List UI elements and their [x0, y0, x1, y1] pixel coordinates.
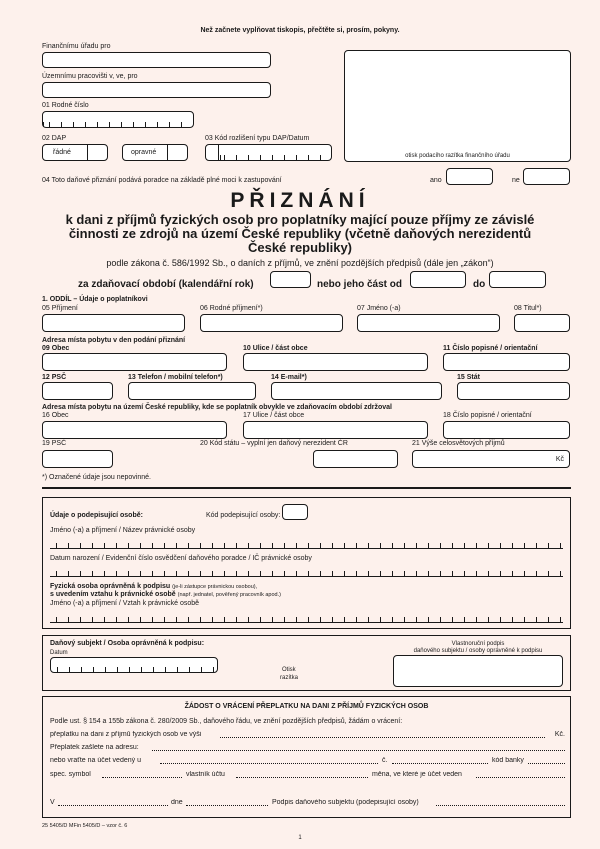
ulice2-label: 17 Ulice / část obce — [243, 412, 305, 419]
dap-radne-box[interactable] — [42, 144, 108, 161]
razitko-box — [344, 50, 571, 162]
kod-rozliseni-label: 03 Kód rozlišení typu DAP/Datum — [205, 135, 310, 142]
refund-datum-dots — [186, 799, 268, 806]
header-note: Než začnete vyplňovat tiskopis, přečtěte si, prosím, pokyny. — [200, 27, 400, 34]
page-title: PŘIZNÁNÍ — [230, 189, 370, 212]
subject-datum-input[interactable] — [50, 657, 218, 673]
period-label: za zdaňovací období (kalendářní rok) — [78, 279, 254, 290]
refund-preplatek-label: přeplatku na dani z příjmů fyzických osob ve výši — [50, 731, 202, 738]
obec-label: 09 Obec — [42, 345, 70, 352]
ulice2-input[interactable] — [243, 421, 428, 439]
refund-preplatek-row[interactable] — [50, 731, 565, 739]
refund-kod-dots — [528, 757, 565, 764]
telefon-input[interactable] — [128, 382, 256, 400]
refund-c-label: č. — [382, 757, 388, 764]
page-number: 1 — [298, 835, 302, 841]
subject-datum-ticks — [51, 667, 217, 672]
datum-ticks — [218, 155, 330, 160]
refund-kod-banky-label: kód banky — [492, 757, 524, 764]
podpis-box[interactable] — [393, 655, 563, 687]
radne-label: řádné — [53, 149, 71, 156]
vztah-note: (např. jednatel, pověřený pracovník apod.) — [177, 592, 281, 598]
poradce-label: 04 Toto daňové přiznání podává poradce na základě plné moci k zastupování — [42, 177, 282, 184]
jmeno-label: 07 Jméno (-a) — [357, 305, 401, 312]
ulice-input[interactable] — [243, 353, 428, 371]
jmeno-input[interactable] — [357, 314, 500, 332]
otisk-label: Otisk — [282, 667, 296, 673]
psc2-label: 19 PSČ — [42, 440, 67, 447]
jmeno-vztah-ticks — [50, 617, 563, 622]
part-from-label: nebo jeho část od — [317, 279, 403, 290]
jmeno-vztah-line[interactable] — [50, 622, 563, 623]
cislo2-label: 18 Číslo popisné / orientační — [443, 412, 532, 419]
refund-preplatek-kc: Kč. — [554, 731, 565, 738]
refund-banka-dots — [160, 757, 378, 764]
uzemni-pracoviste-label: Územnímu pracovišti v, ve, pro — [42, 73, 138, 80]
obec-input[interactable] — [42, 353, 227, 371]
section1-heading: 1. ODDÍL – Údaje o poplatníkovi — [42, 296, 148, 303]
signatory-jmeno-ticks — [50, 543, 563, 548]
ne-input[interactable] — [523, 168, 570, 185]
title-line-1: k dani z příjmů fyzických osob pro poplatníky mající pouze příjmy ze závislé — [65, 212, 535, 227]
financni-urad-input[interactable] — [42, 52, 271, 68]
cislo-popisne-input[interactable] — [443, 353, 570, 371]
rodne-cislo-label: 01 Rodné číslo — [42, 102, 89, 109]
ne-label: ne — [512, 177, 520, 184]
podpis-label-1: Vlastnoruční podpis — [451, 641, 505, 647]
vztah-label: s uvedením vztahu k právnické osobě — [50, 591, 176, 598]
refund-preplatek-dots — [220, 731, 545, 738]
psc-input[interactable] — [42, 382, 113, 400]
kod-statu-input[interactable] — [313, 450, 398, 468]
refund-symbol-label: spec. symbol — [50, 771, 91, 778]
titul-label: 08 Titul*) — [514, 305, 542, 312]
signatory-jmeno-label: Jméno (-a) a příjmení / Název právnické osoby — [50, 527, 196, 534]
psc2-input[interactable] — [42, 450, 113, 468]
refund-symbol-dots — [102, 771, 182, 778]
signatory-kod-input[interactable] — [282, 504, 308, 520]
refund-v-label: V — [50, 799, 55, 806]
jmeno-vztah-label: Jméno (-a) a příjmení / Vztah k právnické osobě — [50, 600, 200, 607]
ano-input[interactable] — [446, 168, 493, 185]
title-law: podle zákona č. 586/1992 Sb., o daních z příjmů, ve znění pozdějších předpisů (dále jen „zákon“) — [106, 258, 494, 268]
dap-opravne-box[interactable] — [122, 144, 188, 161]
refund-adresa-row[interactable] — [50, 744, 565, 752]
refund-ucet-label: nebo vraťte na účet vedený u — [50, 757, 141, 764]
signatory-kod-label: Kód podepisující osoby: — [206, 512, 281, 519]
fyzicka-osoba-label: Fyzická osoba oprávněná k podpisu — [50, 583, 171, 590]
rodne-prijmeni-label: 06 Rodné příjmení*) — [200, 305, 263, 312]
kod-rozliseni-input[interactable] — [205, 144, 332, 161]
signatory-datum-line[interactable] — [50, 576, 563, 577]
podpis-label-2: daňového subjektu / osoby oprávněné k podpisu — [413, 648, 543, 654]
refund-misto-dots — [58, 799, 168, 806]
subject-heading: Daňový subjekt / Osoba oprávněná k podpisu: — [50, 640, 205, 647]
period-input[interactable] — [270, 271, 311, 288]
stat-input[interactable] — [457, 382, 570, 400]
refund-podpis-row[interactable] — [50, 799, 565, 807]
vyse-label: 21 Výše celosvětových příjmů — [412, 440, 505, 447]
cislo2-input[interactable] — [443, 421, 570, 439]
refund-zaslete-label: Přeplatek zašlete na adresu: — [50, 744, 139, 751]
title-line-3: České republiky) — [247, 240, 353, 255]
section-divider — [42, 487, 571, 489]
email-label: 14 E-mail*) — [271, 374, 307, 381]
signatory-jmeno-line[interactable] — [50, 548, 563, 549]
fyzicka-osoba-note: (je-li zástupce právnickou osobou), — [172, 584, 258, 590]
rodne-prijmeni-input[interactable] — [200, 314, 343, 332]
refund-mena-label: měna, ve které je účet veden — [372, 771, 462, 778]
stat-label: 15 Stát — [457, 374, 480, 381]
rodne-cislo-input[interactable] — [42, 111, 194, 128]
refund-podpis-label: Podpis daňového subjektu (podepisující osoby) — [272, 799, 419, 806]
subject-datum-label: Datum — [50, 650, 68, 656]
razitko-label: otisk podacího razítka finančního úřadu — [405, 153, 510, 159]
refund-vlastnik-label: vlastník účtu — [186, 771, 225, 778]
titul-input[interactable] — [514, 314, 570, 332]
adresa-heading: Adresa místa pobytu v den podání přiznání — [42, 337, 186, 344]
opravne-label: opravné — [131, 149, 157, 156]
psc-label: 12 PSČ — [42, 374, 67, 381]
ulice-label: 10 Ulice / část obce — [243, 345, 308, 352]
optional-note: *) Označené údaje jsou nepovinné. — [42, 474, 151, 481]
refund-vlastnik-dots — [236, 771, 368, 778]
footer-code: 25 5405/D MFin 5405/D – vzor č. 6 — [42, 823, 128, 829]
title-line-2: činnosti ze zdrojů na území České republiky (včetně daňových nerezidentů — [68, 226, 532, 241]
refund-intro: Podle ust. § 154 a 155b zákona č. 280/2009 Sb., daňového řádu, ve znění pozdějších předpisů, žádám o vrácení: — [50, 718, 403, 725]
uzemni-pracoviste-input[interactable] — [42, 82, 271, 98]
adresa-cr-heading: Adresa místa pobytu na území České republiky, kde se poplatník obvykle ve zdaňovacím období zdržoval — [42, 404, 392, 411]
kod-statu-label: 20 Kód státu – vyplní jen daňový nerezident ČR — [200, 440, 348, 447]
obec2-label: 16 Obec — [42, 412, 69, 419]
to-input[interactable] — [489, 271, 546, 288]
obec2-input[interactable] — [42, 421, 227, 439]
signatory-heading: Údaje o podepisující osobě: — [50, 512, 143, 519]
ano-label: ano — [430, 177, 442, 184]
refund-heading: ŽÁDOST O VRÁCENÍ PŘEPLATKU NA DANI Z PŘÍJMŮ FYZICKÝCH OSOB — [184, 703, 429, 710]
vyse-kc: Kč — [555, 456, 564, 463]
vyse-input[interactable] — [412, 450, 570, 468]
financni-urad-label: Finančnímu úřadu pro — [42, 43, 111, 50]
prijmeni-input[interactable] — [42, 314, 185, 332]
email-input[interactable] — [271, 382, 442, 400]
refund-podpis-dots — [436, 799, 565, 806]
telefon-label: 13 Telefon / mobilní telefon*) — [128, 374, 223, 381]
refund-symbol-row[interactable] — [50, 771, 565, 779]
refund-dne-label: dne — [171, 799, 183, 806]
refund-cislo-dots — [392, 757, 488, 764]
cislo-popisne-label: 11 Číslo popisné / orientační — [443, 345, 538, 352]
signatory-datum-ticks — [50, 571, 563, 576]
dap-label: 02 DAP — [42, 135, 67, 142]
rodne-cislo-ticks — [43, 122, 193, 127]
refund-adresa-dots — [152, 744, 565, 751]
prijmeni-label: 05 Příjmení — [42, 305, 78, 312]
part-from-input[interactable] — [410, 271, 466, 288]
refund-mena-dots — [476, 771, 565, 778]
signatory-datum-label: Datum narození / Evidenční číslo osvědčení daňového poradce / IČ právnické osoby — [50, 555, 312, 562]
to-label: do — [473, 279, 486, 290]
razitka-label: razítka — [280, 675, 299, 681]
refund-ucet-row[interactable] — [50, 757, 565, 765]
